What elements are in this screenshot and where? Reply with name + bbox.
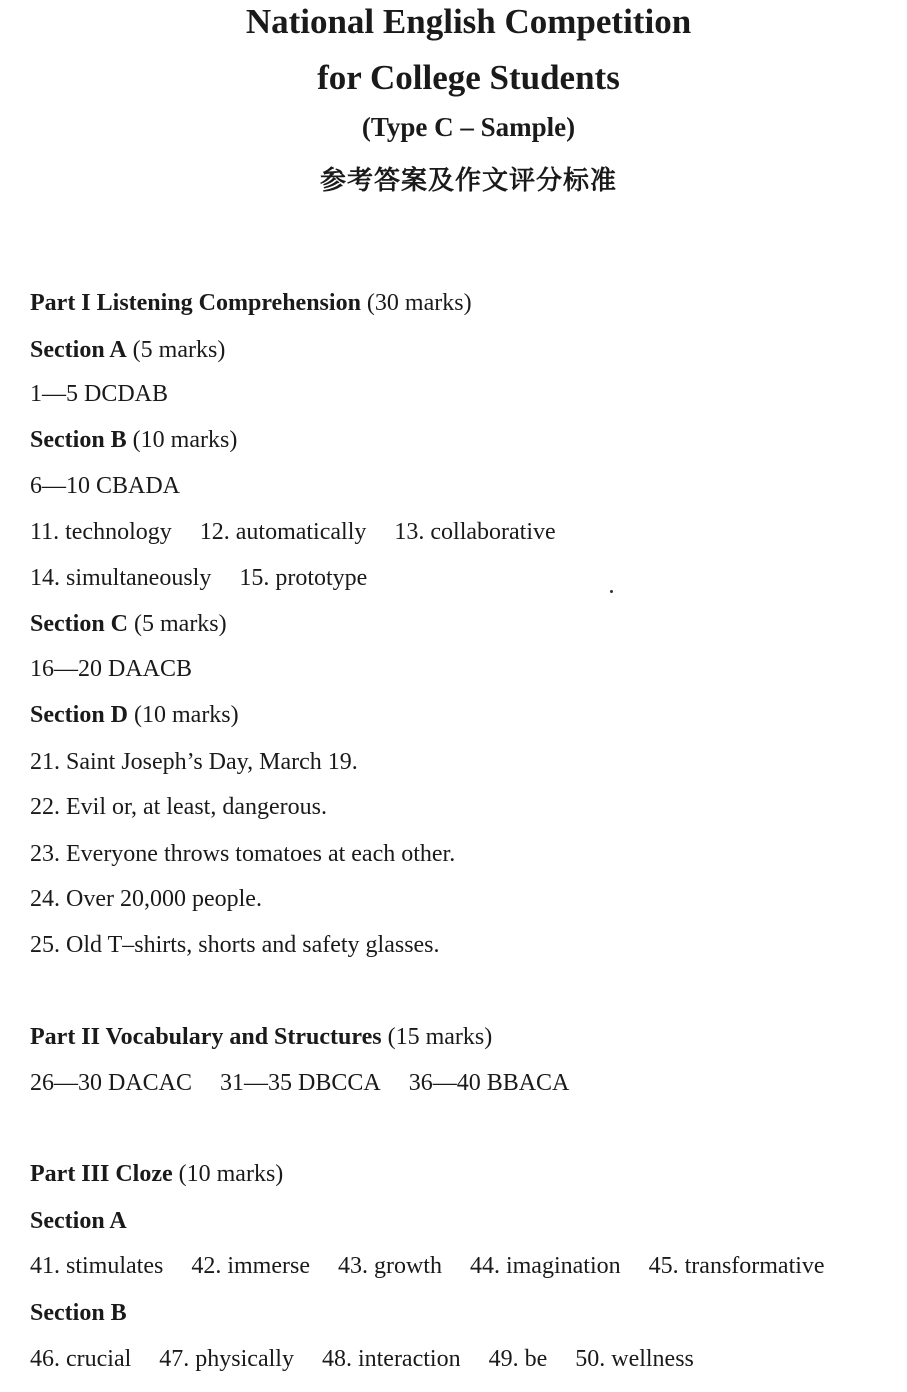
part1-section-c-heading-line xyxy=(30,612,227,636)
type-line: (Type C – Sample) xyxy=(361,112,576,142)
answer-31-35: 31—35 DBCCA xyxy=(220,1070,381,1096)
answer-49: 49. be xyxy=(488,1346,548,1372)
answer-15: 15. prototype xyxy=(239,565,368,591)
part1-section-a-answer: 1—5 DCDAB xyxy=(30,381,169,407)
answer-22: 22. Evil or, at least, dangerous. xyxy=(30,794,327,820)
answer-46: 46. crucial xyxy=(30,1346,132,1372)
answer-48: 48. interaction xyxy=(321,1346,461,1372)
part1-section-c-marks: (5 marks) xyxy=(134,611,227,637)
part1-section-d-heading-line xyxy=(30,703,239,727)
part1-section-a-heading-line xyxy=(30,338,225,362)
part2-marks: (15 marks) xyxy=(387,1024,493,1050)
part3-marks: (10 marks) xyxy=(178,1161,284,1187)
part1-section-b-heading: Section B xyxy=(30,427,127,453)
answer-14: 14. simultaneously xyxy=(30,565,212,591)
part2-heading-line xyxy=(30,1025,492,1049)
part1-marks: (30 marks) xyxy=(366,290,472,316)
part1-section-d-heading: Section D xyxy=(30,702,128,728)
answer-23: 23. Everyone throws tomatoes at each other. xyxy=(30,841,456,867)
answer-11: 11. technology xyxy=(30,519,172,545)
stray-mark xyxy=(610,590,613,593)
part1-section-d-marks: (10 marks) xyxy=(134,702,239,728)
answer-24: 24. Over 20,000 people. xyxy=(30,886,262,912)
part1-heading-line xyxy=(30,291,472,315)
part1-section-c-answer: 16—20 DAACB xyxy=(30,656,193,682)
title-line-2: for College Students xyxy=(317,58,620,97)
answer-47: 47. physically xyxy=(159,1346,294,1372)
part3-section-a-answers xyxy=(30,1254,825,1278)
part3-heading-line xyxy=(30,1162,283,1186)
answer-26-30: 26—30 DACAC xyxy=(30,1070,193,1096)
part1-section-b-heading-line xyxy=(30,428,237,452)
answer-25: 25. Old T–shirts, shorts and safety glasses. xyxy=(30,932,440,958)
answer-43: 43. growth xyxy=(337,1253,442,1279)
part1-section-b-row1 xyxy=(30,520,556,544)
answer-41: 41. stimulates xyxy=(30,1253,164,1279)
part1-section-b-marks: (10 marks) xyxy=(132,427,238,453)
part1-section-b-answer: 6—10 CBADA xyxy=(30,473,181,499)
title-line-1: National English Competition xyxy=(245,2,692,41)
answer-50: 50. wellness xyxy=(575,1346,694,1372)
chinese-subtitle: 参考答案及作文评分标准 xyxy=(319,166,617,196)
part1-section-a-heading: Section A xyxy=(30,337,127,363)
answer-44: 44. imagination xyxy=(469,1253,621,1279)
part3-section-a-heading: Section A xyxy=(30,1208,127,1234)
part1-section-b-row2 xyxy=(30,566,367,590)
part2-heading: Part II Vocabulary and Structures xyxy=(30,1024,382,1050)
part1-heading: Part I Listening Comprehension xyxy=(30,290,361,316)
part3-section-b-answers xyxy=(30,1347,694,1371)
part2-answers xyxy=(30,1071,569,1095)
part1-section-a-marks: (5 marks) xyxy=(132,337,226,363)
answer-45: 45. transformative xyxy=(648,1253,825,1279)
answer-42: 42. immerse xyxy=(191,1253,310,1279)
answer-13: 13. collaborative xyxy=(394,519,556,545)
part3-heading: Part III Cloze xyxy=(30,1161,173,1187)
part1-section-c-heading: Section C xyxy=(30,611,128,637)
part3-section-b-heading: Section B xyxy=(30,1300,127,1326)
answer-12: 12. automatically xyxy=(199,519,367,545)
answer-36-40: 36—40 BBACA xyxy=(408,1070,570,1096)
answer-21: 21. Saint Joseph’s Day, March 19. xyxy=(30,749,358,775)
